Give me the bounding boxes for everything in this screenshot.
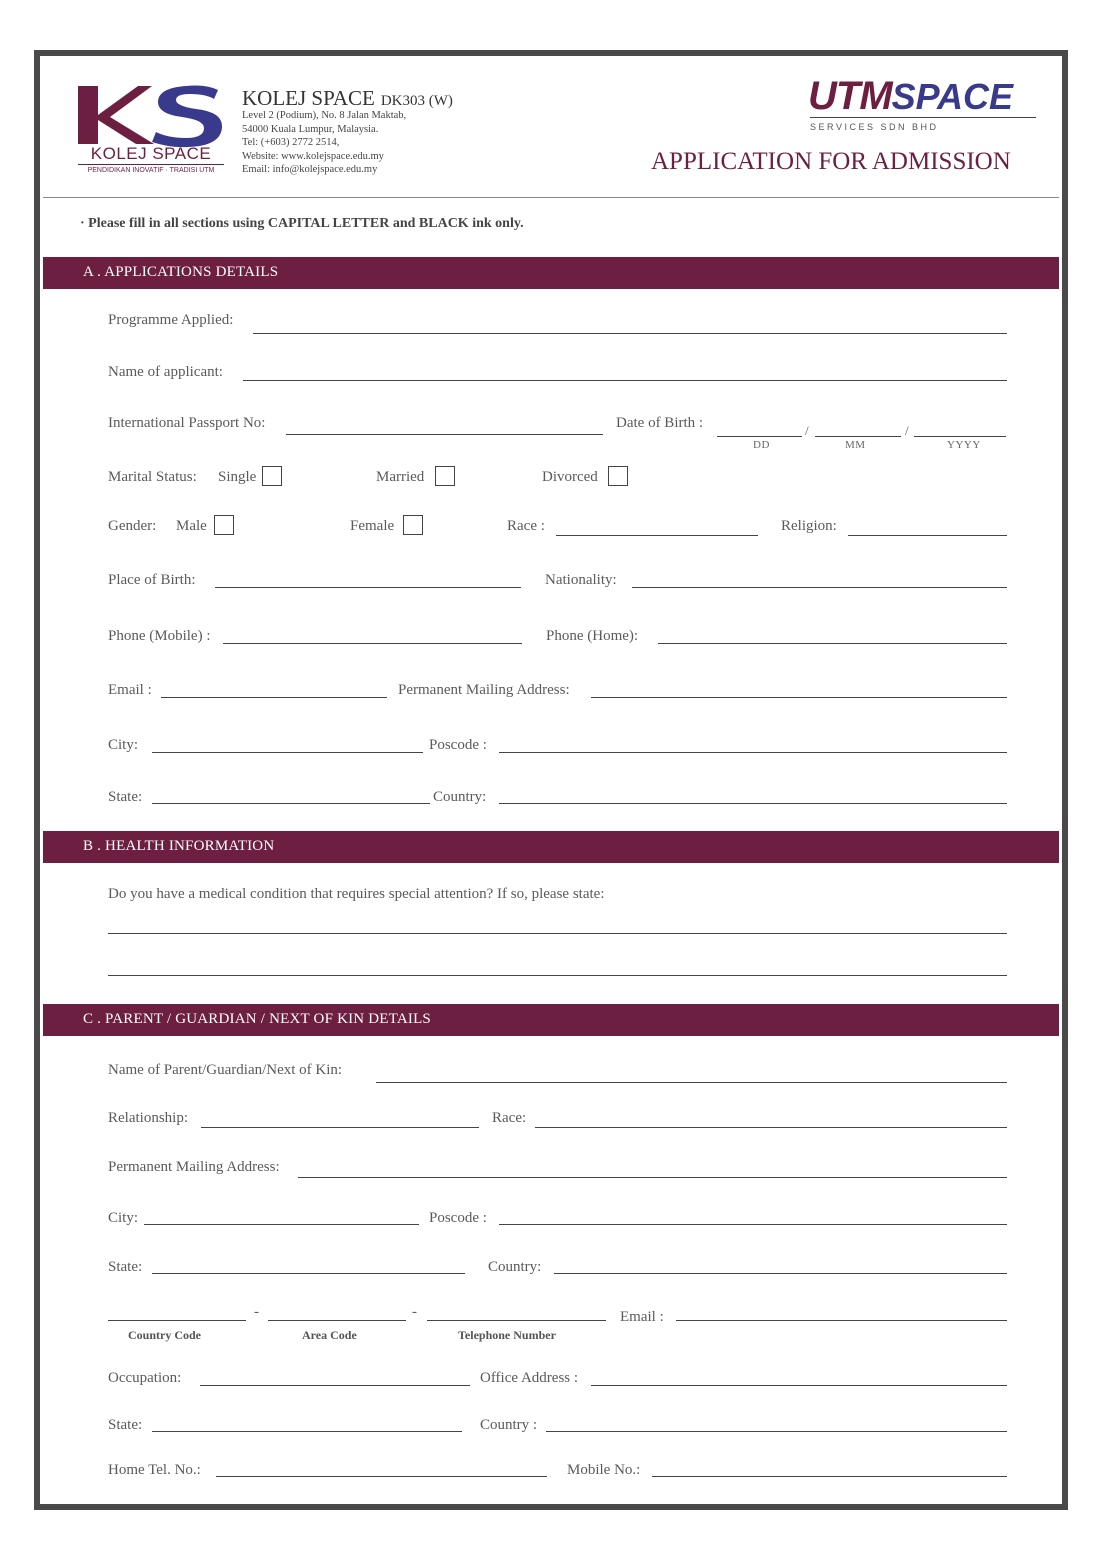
- programme-field[interactable]: [253, 333, 1007, 334]
- office-state-label: State:: [108, 1417, 143, 1433]
- guardian-address-field[interactable]: [298, 1177, 1007, 1178]
- religion-label: Religion:: [781, 518, 837, 534]
- passport-label: International Passport No:: [108, 415, 266, 431]
- brand-utm: UTM: [808, 74, 892, 118]
- guardian-poscode-field[interactable]: [499, 1224, 1007, 1225]
- address-line: Email: info@kolejspace.edu.my: [242, 164, 378, 175]
- guardian-state-field[interactable]: [152, 1273, 465, 1274]
- kolej-space-logo: [78, 84, 224, 176]
- office-country-label: Country :: [480, 1417, 538, 1433]
- perm-address-label: Permanent Mailing Address:: [398, 682, 570, 698]
- logo-tagline: PENDIDIKAN INOVATIF · TRADISI UTM: [87, 167, 215, 174]
- section-a-header: [43, 257, 1059, 289]
- office-state-field[interactable]: [152, 1431, 462, 1432]
- gender-label: Gender:: [108, 518, 157, 534]
- dob-yyyy-hint: YYYY: [947, 439, 981, 451]
- org-name: KOLEJ SPACE: [242, 86, 375, 110]
- name-label: Name of applicant:: [108, 364, 223, 380]
- area-code-field[interactable]: [268, 1320, 406, 1321]
- address-line: Tel: (+603) 2772 2514,: [242, 137, 340, 148]
- guardian-poscode-label: Poscode :: [429, 1210, 487, 1226]
- relationship-field[interactable]: [201, 1127, 479, 1128]
- guardian-country-field[interactable]: [554, 1273, 1007, 1274]
- home-tel-field[interactable]: [216, 1476, 547, 1477]
- phone-home-field[interactable]: [658, 643, 1007, 644]
- phone-mobile-label: Phone (Mobile) :: [108, 628, 211, 644]
- female-checkbox[interactable]: [403, 515, 423, 535]
- guardian-address-label: Permanent Mailing Address:: [108, 1159, 280, 1175]
- guardian-name-label: Name of Parent/Guardian/Next of Kin:: [108, 1062, 343, 1078]
- email-field[interactable]: [161, 697, 387, 698]
- office-address-label: Office Address :: [480, 1370, 579, 1386]
- instruction-text: Please fill in all sections using CAPITAL LETTER and BLACK ink only.: [88, 216, 524, 231]
- country-code-hint: Country Code: [128, 1328, 202, 1342]
- guardian-race-field[interactable]: [535, 1127, 1007, 1128]
- instruction: [80, 216, 524, 232]
- office-address-field[interactable]: [591, 1385, 1007, 1386]
- guardian-name-field[interactable]: [376, 1082, 1007, 1083]
- dob-slash: /: [905, 423, 909, 438]
- phone-dash: -: [254, 1304, 259, 1320]
- occupation-field[interactable]: [200, 1385, 470, 1386]
- single-label: Single: [218, 469, 257, 485]
- place-of-birth-field[interactable]: [215, 587, 521, 588]
- place-of-birth-label: Place of Birth:: [108, 572, 196, 588]
- marital-label: Marital Status:: [108, 469, 197, 485]
- guardian-email-label: Email :: [620, 1309, 664, 1325]
- guardian-state-label: State:: [108, 1259, 143, 1275]
- guardian-country-label: Country:: [488, 1259, 542, 1275]
- brand-sub: S E R V I C E S S D N B H D: [810, 122, 937, 132]
- city-field[interactable]: [152, 752, 423, 753]
- dob-dd-hint: DD: [753, 439, 770, 451]
- dob-label: Date of Birth :: [616, 415, 704, 431]
- medical-field-line-1[interactable]: [108, 933, 1007, 934]
- country-label: Country:: [433, 789, 487, 805]
- guardian-email-field[interactable]: [676, 1320, 1007, 1321]
- brand-underline: [810, 117, 1036, 118]
- single-checkbox[interactable]: [262, 466, 282, 486]
- state-field[interactable]: [152, 803, 430, 804]
- header-divider: [43, 197, 1059, 198]
- female-label: Female: [350, 518, 395, 534]
- relationship-label: Relationship:: [108, 1110, 188, 1126]
- org-name-line: [242, 86, 453, 111]
- married-label: Married: [376, 469, 425, 485]
- ks-logo-icon: [78, 84, 224, 148]
- utmspace-brand: [808, 74, 1013, 119]
- guardian-city-label: City:: [108, 1210, 139, 1226]
- mobile-field[interactable]: [652, 1476, 1007, 1477]
- dob-slash: /: [805, 423, 809, 438]
- section-b-title: B . HEALTH INFORMATION: [83, 838, 275, 854]
- race-label: Race :: [507, 518, 545, 534]
- dob-month-field[interactable]: [815, 436, 901, 437]
- poscode-label: Poscode :: [429, 737, 487, 753]
- guardian-race-label: Race:: [492, 1110, 527, 1126]
- poscode-field[interactable]: [499, 752, 1007, 753]
- name-field[interactable]: [243, 380, 1007, 381]
- dob-day-field[interactable]: [717, 436, 802, 437]
- org-address: [242, 109, 406, 177]
- city-label: City:: [108, 737, 139, 753]
- dob-year-field[interactable]: [914, 436, 1006, 437]
- divorced-label: Divorced: [542, 469, 598, 485]
- telephone-number-hint: Telephone Number: [458, 1328, 556, 1342]
- male-label: Male: [176, 518, 207, 534]
- nationality-label: Nationality:: [545, 572, 617, 588]
- area-code-hint: Area Code: [302, 1328, 357, 1342]
- section-a-title: A . APPLICATIONS DETAILS: [83, 264, 279, 280]
- programme-label: Programme Applied:: [108, 312, 234, 328]
- phone-home-label: Phone (Home):: [546, 628, 639, 644]
- logo-text: KOLEJ SPACE: [78, 144, 224, 165]
- state-label: State:: [108, 789, 143, 805]
- passport-field[interactable]: [286, 434, 603, 435]
- divorced-checkbox[interactable]: [608, 466, 628, 486]
- section-c-header: [43, 1004, 1059, 1036]
- org-reg: DK303 (W): [380, 93, 453, 109]
- nationality-field[interactable]: [632, 587, 1007, 588]
- form-title: APPLICATION FOR ADMISSION: [651, 148, 1011, 175]
- married-checkbox[interactable]: [435, 466, 455, 486]
- address-line: Level 2 (Podium), No. 8 Jalan Maktab,: [242, 110, 407, 121]
- bullet-icon: ·: [80, 216, 89, 231]
- phone-dash: -: [412, 1304, 417, 1320]
- occupation-label: Occupation:: [108, 1370, 182, 1386]
- office-country-field[interactable]: [546, 1431, 1007, 1432]
- address-line: Website: www.kolejspace.edu.my: [242, 150, 384, 162]
- religion-field[interactable]: [848, 535, 1007, 536]
- male-checkbox[interactable]: [214, 515, 234, 535]
- section-c-title: C . PARENT / GUARDIAN / NEXT OF KIN DETAILS: [83, 1011, 431, 1027]
- phone-mobile-field[interactable]: [223, 643, 522, 644]
- mobile-label: Mobile No.:: [567, 1462, 641, 1478]
- perm-address-field[interactable]: [591, 697, 1007, 698]
- guardian-city-field[interactable]: [144, 1224, 419, 1225]
- country-field[interactable]: [499, 803, 1007, 804]
- medical-field-line-2[interactable]: [108, 975, 1007, 976]
- telephone-number-field[interactable]: [427, 1320, 606, 1321]
- dob-mm-hint: MM: [845, 439, 866, 451]
- email-label: Email :: [108, 682, 152, 698]
- address-line: 54000 Kuala Lumpur, Malaysia.: [242, 123, 379, 135]
- medical-question: Do you have a medical condition that requires special attention? If so, please state:: [108, 886, 605, 902]
- country-code-field[interactable]: [108, 1320, 246, 1321]
- brand-space: SPACE: [891, 76, 1013, 117]
- section-b-header: [43, 831, 1059, 863]
- home-tel-label: Home Tel. No.:: [108, 1462, 201, 1478]
- race-field[interactable]: [556, 535, 758, 536]
